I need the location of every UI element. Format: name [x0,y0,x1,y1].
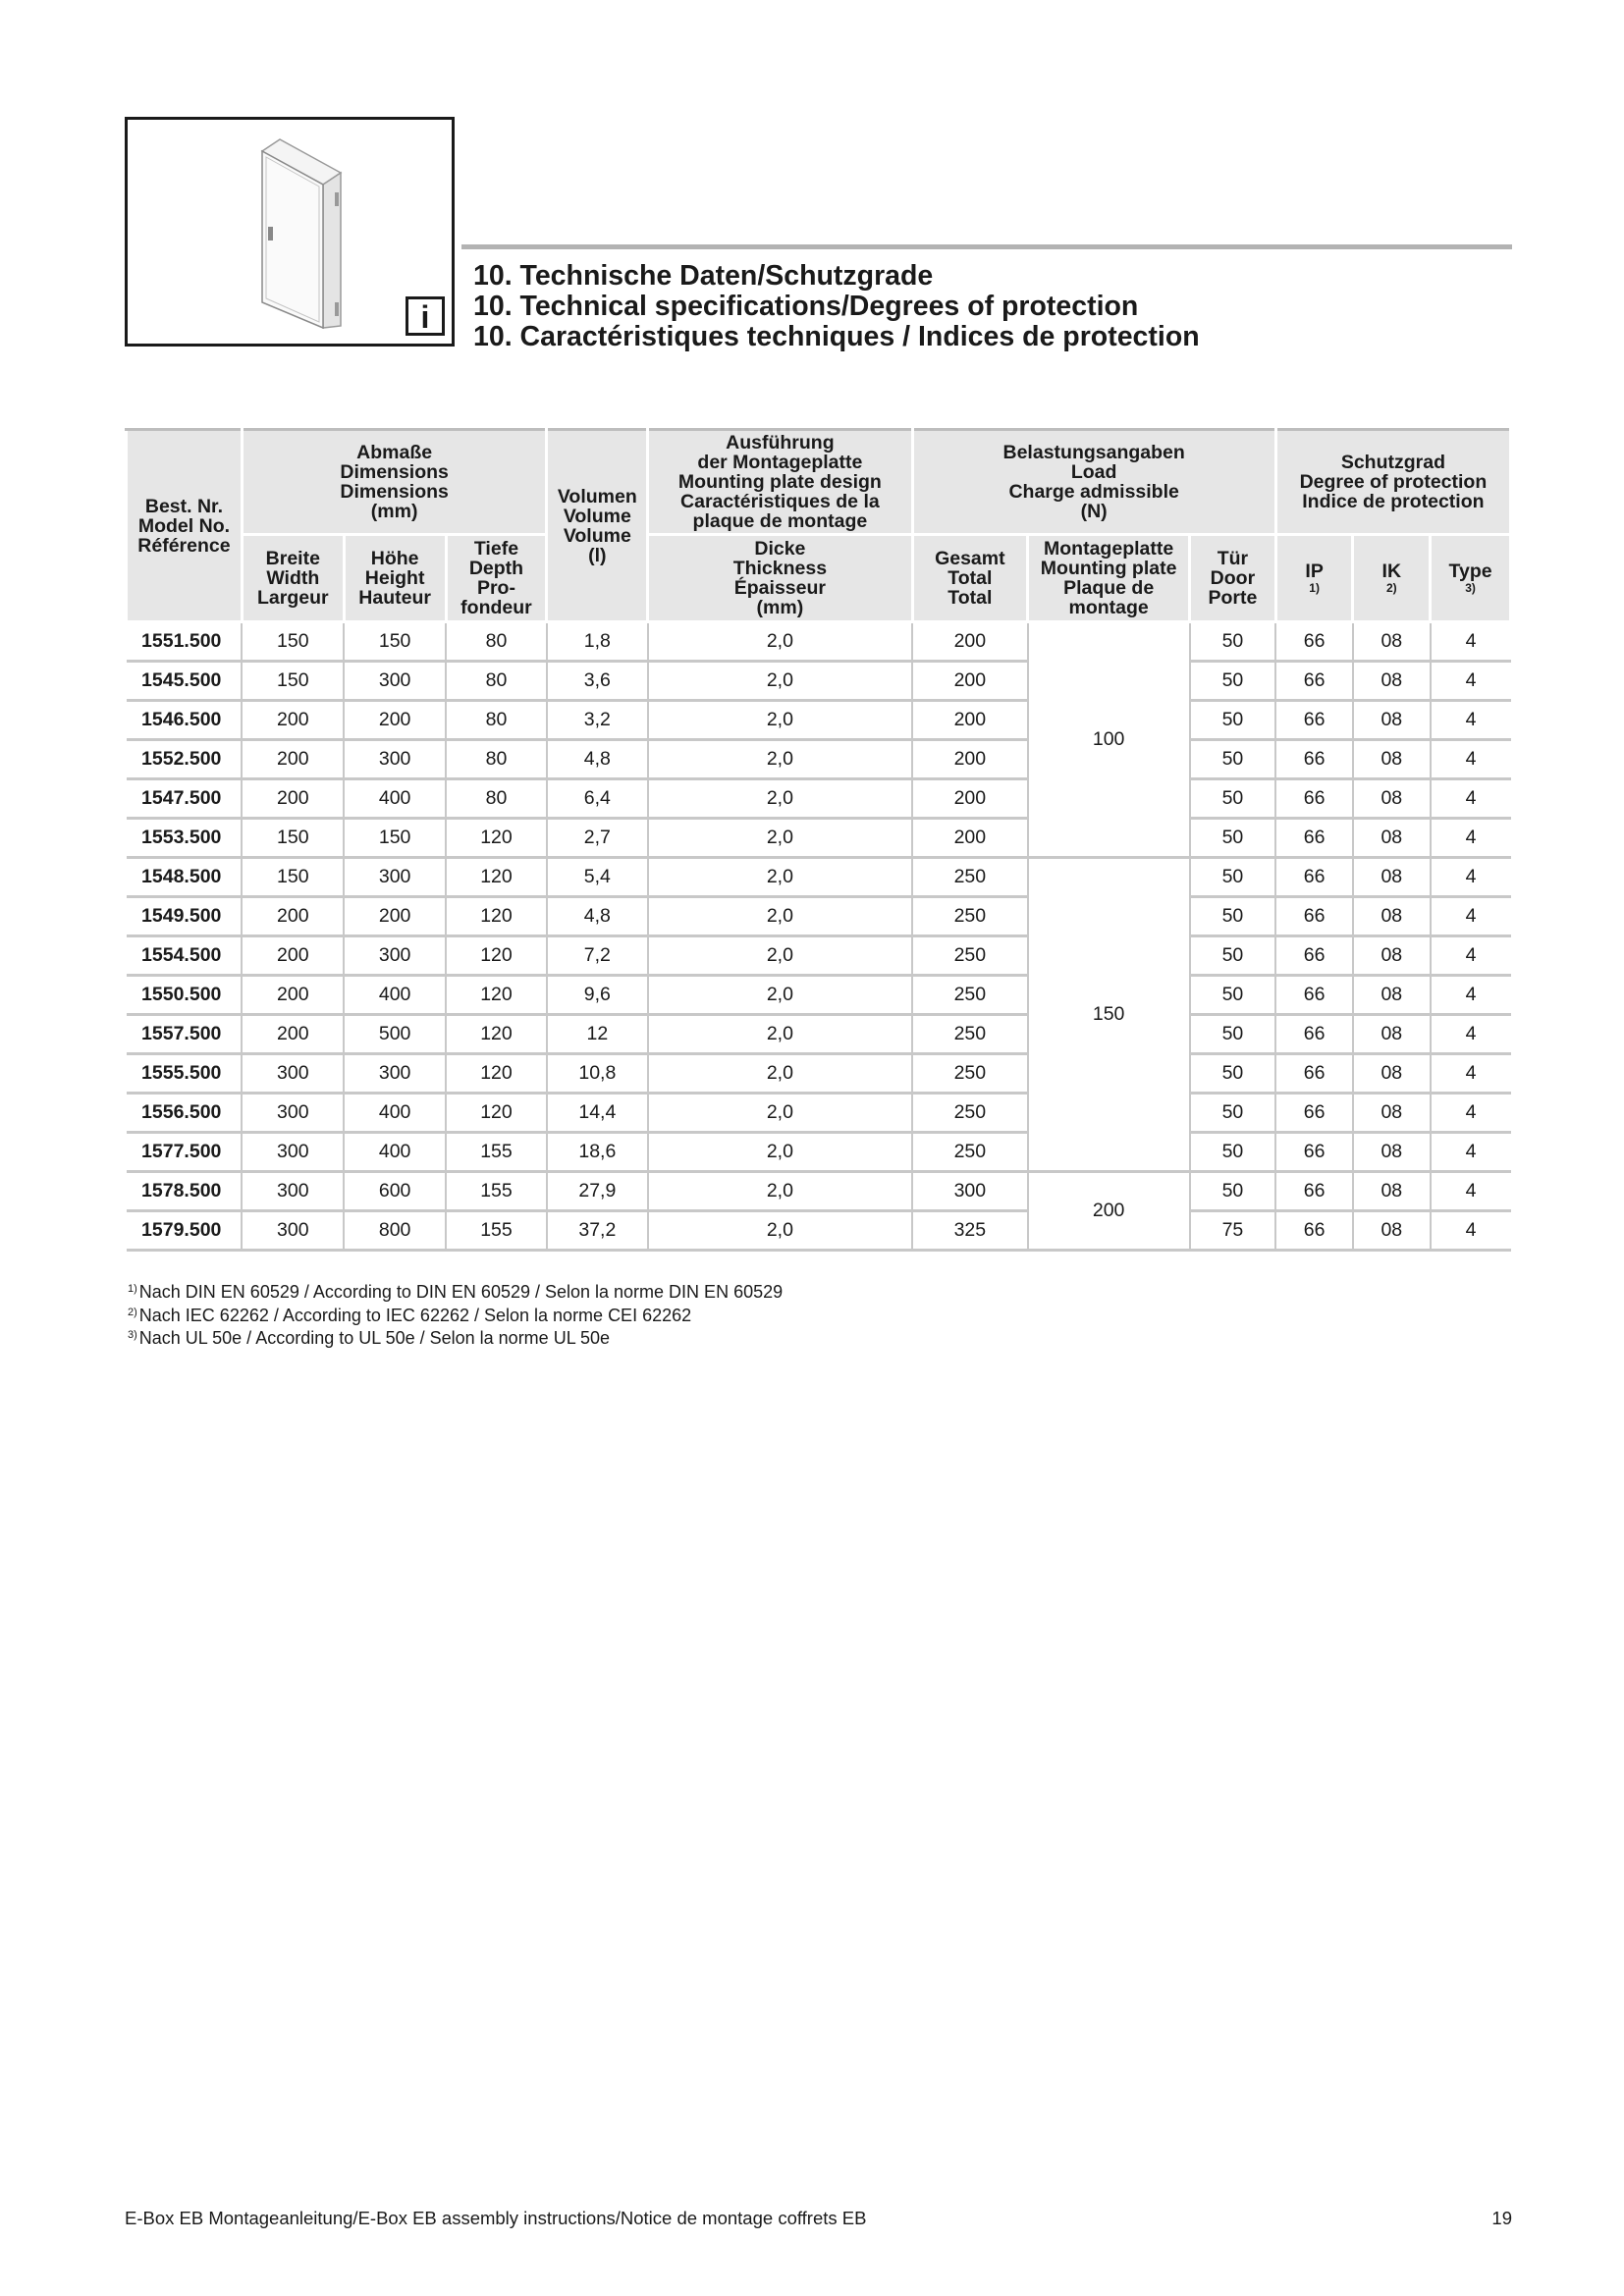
ip-cell: 66 [1275,622,1353,662]
header-load: Belastungsangaben Load Charge admissible (N) [912,430,1275,535]
door-cell: 50 [1190,701,1276,740]
header-volume: Volumen Volume Volume (l) [547,430,648,622]
model-cell: 1554.500 [127,936,243,976]
volume-cell: 9,6 [547,976,648,1015]
door-cell: 50 [1190,779,1276,819]
thickness-cell: 2,0 [648,819,912,858]
enclosure-cabinet-icon [241,133,349,330]
type-cell: 4 [1431,701,1511,740]
type-cell: 4 [1431,936,1511,976]
header-width: Breite Width Largeur [242,535,344,622]
depth-cell: 120 [446,936,547,976]
header-model: Best. Nr. Model No. Référence [127,430,243,622]
table-row [127,976,1511,1015]
volume-cell: 7,2 [547,936,648,976]
mounting-plate-load-cell: 200 [1028,1172,1190,1251]
ik-cell: 08 [1353,1094,1431,1133]
footnote: $^{3)}$ Nach UL 50e / According to UL 50e / Selon la norme UL 50e [128,1328,611,1348]
type-cell: 4 [1431,819,1511,858]
volume-cell: 2,7 [547,819,648,858]
header-depth: Tiefe Depth Pro- fondeur [446,535,547,622]
depth-cell: 120 [446,1054,547,1094]
ik-cell: 08 [1353,897,1431,936]
depth-cell: 120 [446,976,547,1015]
depth-cell: 155 [446,1133,547,1172]
thickness-cell: 2,0 [648,622,912,662]
volume-cell: 18,6 [547,1133,648,1172]
ik-cell: 08 [1353,779,1431,819]
ik-cell: 08 [1353,1015,1431,1054]
volume-cell: 10,8 [547,1054,648,1094]
model-cell: 1552.500 [127,740,243,779]
total-cell: 200 [912,779,1028,819]
height-cell: 150 [344,819,446,858]
height-cell: 200 [344,701,446,740]
width-cell: 200 [242,740,344,779]
depth-cell: 155 [446,1211,547,1251]
total-cell: 250 [912,936,1028,976]
width-cell: 300 [242,1054,344,1094]
door-cell: 50 [1190,1094,1276,1133]
model-cell: 1578.500 [127,1172,243,1211]
model-cell: 1550.500 [127,976,243,1015]
type-cell: 4 [1431,897,1511,936]
door-cell: 50 [1190,662,1276,701]
height-cell: 800 [344,1211,446,1251]
thickness-cell: 2,0 [648,1054,912,1094]
ip-cell: 66 [1275,976,1353,1015]
model-cell: 1549.500 [127,897,243,936]
type-cell: 4 [1431,1133,1511,1172]
width-cell: 150 [242,858,344,897]
table-body [127,622,1511,1251]
ip-cell: 66 [1275,1015,1353,1054]
door-cell: 50 [1190,897,1276,936]
header-ip: IP 1) [1275,535,1353,622]
ik-cell: 08 [1353,1133,1431,1172]
height-cell: 300 [344,662,446,701]
door-cell: 50 [1190,819,1276,858]
height-cell: 400 [344,1094,446,1133]
total-cell: 325 [912,1211,1028,1251]
door-cell: 75 [1190,1211,1276,1251]
height-cell: 400 [344,1133,446,1172]
model-cell: 1547.500 [127,779,243,819]
height-cell: 150 [344,622,446,662]
title-rule [461,244,1512,249]
table-row [127,779,1511,819]
width-cell: 300 [242,1094,344,1133]
type-cell: 4 [1431,858,1511,897]
total-cell: 300 [912,1172,1028,1211]
total-cell: 250 [912,858,1028,897]
ip-cell: 66 [1275,1172,1353,1211]
type-cell: 4 [1431,1094,1511,1133]
height-cell: 400 [344,779,446,819]
title-de: 10. Technische Daten/Schutzgrade [473,260,934,292]
footnote: $^{2)}$ Nach IEC 62262 / According to IEC 62262 / Selon la norme CEI 62262 [128,1305,692,1325]
width-cell: 150 [242,819,344,858]
total-cell: 250 [912,897,1028,936]
footnote: $^{1)}$ Nach DIN EN 60529 / According to DIN EN 60529 / Selon la norme DIN EN 60529 [128,1282,784,1302]
ip-cell: 66 [1275,740,1353,779]
depth-cell: 80 [446,622,547,662]
volume-cell: 4,8 [547,897,648,936]
ip-cell: 66 [1275,1133,1353,1172]
total-cell: 250 [912,1133,1028,1172]
ik-cell: 08 [1353,740,1431,779]
model-cell: 1546.500 [127,701,243,740]
section-icon-box [125,117,455,347]
volume-cell: 1,8 [547,622,648,662]
table-row [127,1015,1511,1054]
model-cell: 1557.500 [127,1015,243,1054]
volume-cell: 5,4 [547,858,648,897]
header-dimensions: Abmaße Dimensions Dimensions (mm) [242,430,546,535]
type-cell: 4 [1431,622,1511,662]
ik-cell: 08 [1353,622,1431,662]
type-cell: 4 [1431,1054,1511,1094]
width-cell: 200 [242,1015,344,1054]
ip-cell: 66 [1275,897,1353,936]
depth-cell: 120 [446,819,547,858]
door-cell: 50 [1190,622,1276,662]
volume-cell: 3,2 [547,701,648,740]
volume-cell: 3,6 [547,662,648,701]
width-cell: 150 [242,662,344,701]
ik-cell: 08 [1353,662,1431,701]
volume-cell: 14,4 [547,1094,648,1133]
header-mounting-design: Ausführung der Montageplatte Mounting plate design Caractéristiques de la plaque de montage [648,430,912,535]
depth-cell: 120 [446,858,547,897]
ip-cell: 66 [1275,662,1353,701]
ip-cell: 66 [1275,1211,1353,1251]
width-cell: 150 [242,622,344,662]
table-row [127,1054,1511,1094]
mounting-plate-load-cell: 150 [1028,858,1190,1172]
model-cell: 1579.500 [127,1211,243,1251]
header-ik: IK 2) [1353,535,1431,622]
table-row [127,897,1511,936]
title-fr: 10. Caractéristiques techniques / Indices de protection [473,321,1200,352]
thickness-cell: 2,0 [648,897,912,936]
footnotes [128,1279,783,1349]
depth-cell: 120 [446,1094,547,1133]
door-cell: 50 [1190,976,1276,1015]
total-cell: 250 [912,1094,1028,1133]
volume-cell: 27,9 [547,1172,648,1211]
thickness-cell: 2,0 [648,701,912,740]
width-cell: 300 [242,1172,344,1211]
type-cell: 4 [1431,1211,1511,1251]
table-row [127,701,1511,740]
header-thickness: Dicke Thickness Épaisseur (mm) [648,535,912,622]
type-cell: 4 [1431,662,1511,701]
header-door: Tür Door Porte [1190,535,1276,622]
thickness-cell: 2,0 [648,1015,912,1054]
thickness-cell: 2,0 [648,1172,912,1211]
model-cell: 1545.500 [127,662,243,701]
depth-cell: 80 [446,779,547,819]
type-cell: 4 [1431,779,1511,819]
header-total: Gesamt Total Total [912,535,1028,622]
thickness-cell: 2,0 [648,1133,912,1172]
page-number: 19 [1491,2208,1512,2228]
ip-cell: 66 [1275,701,1353,740]
door-cell: 50 [1190,1172,1276,1211]
width-cell: 200 [242,936,344,976]
header-height: Höhe Height Hauteur [344,535,446,622]
type-cell: 4 [1431,1015,1511,1054]
model-cell: 1551.500 [127,622,243,662]
height-cell: 300 [344,1054,446,1094]
type-cell: 4 [1431,1172,1511,1211]
door-cell: 50 [1190,936,1276,976]
depth-cell: 80 [446,662,547,701]
width-cell: 300 [242,1211,344,1251]
thickness-cell: 2,0 [648,1094,912,1133]
thickness-cell: 2,0 [648,976,912,1015]
height-cell: 600 [344,1172,446,1211]
ip-cell: 66 [1275,779,1353,819]
total-cell: 200 [912,740,1028,779]
model-cell: 1577.500 [127,1133,243,1172]
table-row [127,858,1511,897]
depth-cell: 120 [446,897,547,936]
title-en: 10. Technical specifications/Degrees of protection [473,291,1139,322]
table-row [127,740,1511,779]
ik-cell: 08 [1353,976,1431,1015]
thickness-cell: 2,0 [648,662,912,701]
ip-cell: 66 [1275,819,1353,858]
ip-cell: 66 [1275,1054,1353,1094]
depth-cell: 80 [446,701,547,740]
door-cell: 50 [1190,740,1276,779]
depth-cell: 80 [446,740,547,779]
height-cell: 300 [344,740,446,779]
ik-cell: 08 [1353,701,1431,740]
depth-cell: 120 [446,1015,547,1054]
total-cell: 200 [912,819,1028,858]
width-cell: 200 [242,701,344,740]
door-cell: 50 [1190,1133,1276,1172]
table-row [127,662,1511,701]
model-cell: 1553.500 [127,819,243,858]
height-cell: 500 [344,1015,446,1054]
table-row [127,936,1511,976]
width-cell: 300 [242,1133,344,1172]
depth-cell: 155 [446,1172,547,1211]
table-row [127,1094,1511,1133]
ip-cell: 66 [1275,1094,1353,1133]
table-row [127,1133,1511,1172]
table-row [127,819,1511,858]
section-titles [473,261,1200,352]
thickness-cell: 2,0 [648,936,912,976]
info-badge: i [406,296,445,336]
header-type: Type 3) [1431,535,1511,622]
header-protection: Schutzgrad Degree of protection Indice de protection [1275,430,1510,535]
height-cell: 400 [344,976,446,1015]
ik-cell: 08 [1353,1172,1431,1211]
total-cell: 250 [912,976,1028,1015]
door-cell: 50 [1190,858,1276,897]
height-cell: 200 [344,897,446,936]
page-footer: E-Box EB Montageanleitung/E-Box EB assembly instructions/Notice de montage coffrets EB [125,2208,867,2228]
width-cell: 200 [242,976,344,1015]
mounting-plate-load-cell: 100 [1028,622,1190,858]
ik-cell: 08 [1353,1054,1431,1094]
volume-cell: 37,2 [547,1211,648,1251]
model-cell: 1548.500 [127,858,243,897]
total-cell: 250 [912,1015,1028,1054]
door-cell: 50 [1190,1054,1276,1094]
volume-cell: 6,4 [547,779,648,819]
model-cell: 1555.500 [127,1054,243,1094]
ip-cell: 66 [1275,936,1353,976]
volume-cell: 4,8 [547,740,648,779]
model-cell: 1556.500 [127,1094,243,1133]
total-cell: 250 [912,1054,1028,1094]
header-mounting-plate: Montageplatte Mounting plate Plaque de montage [1028,535,1190,622]
width-cell: 200 [242,897,344,936]
thickness-cell: 2,0 [648,740,912,779]
ik-cell: 08 [1353,1211,1431,1251]
thickness-cell: 2,0 [648,858,912,897]
type-cell: 4 [1431,740,1511,779]
thickness-cell: 2,0 [648,779,912,819]
total-cell: 200 [912,701,1028,740]
width-cell: 200 [242,779,344,819]
ik-cell: 08 [1353,819,1431,858]
ip-cell: 66 [1275,858,1353,897]
table-row [127,1172,1511,1211]
table-row [127,622,1511,662]
height-cell: 300 [344,858,446,897]
ik-cell: 08 [1353,936,1431,976]
total-cell: 200 [912,662,1028,701]
volume-cell: 12 [547,1015,648,1054]
door-cell: 50 [1190,1015,1276,1054]
specifications-table [125,428,1512,1252]
ik-cell: 08 [1353,858,1431,897]
type-cell: 4 [1431,976,1511,1015]
thickness-cell: 2,0 [648,1211,912,1251]
height-cell: 300 [344,936,446,976]
table-row [127,1211,1511,1251]
total-cell: 200 [912,622,1028,662]
